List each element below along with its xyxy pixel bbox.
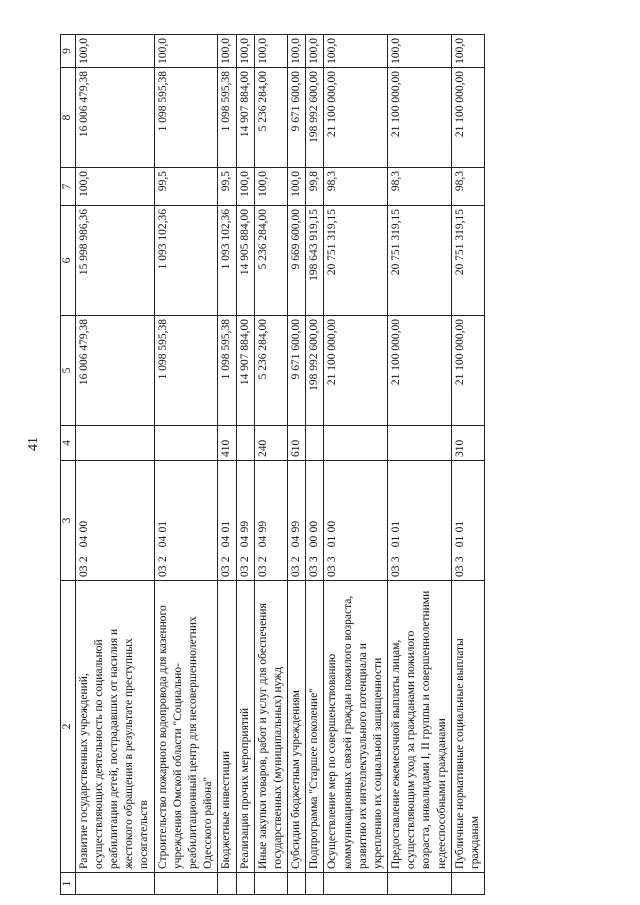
percent-cell: 99,5 bbox=[154, 168, 218, 206]
code-part: 01 bbox=[453, 535, 466, 548]
percent-cell: 99,8 bbox=[306, 168, 324, 206]
plan-cell: 5 236 284,00 bbox=[254, 316, 287, 426]
code-cell bbox=[254, 461, 287, 581]
page-number: 41 bbox=[26, 437, 41, 451]
code-part: 03 bbox=[238, 565, 251, 577]
code-part: 03 bbox=[390, 565, 403, 577]
percent2-cell: 100,0 bbox=[75, 35, 154, 68]
code-cell bbox=[236, 461, 254, 581]
code-part: 03 bbox=[308, 565, 321, 577]
code-part: 04 bbox=[290, 535, 303, 548]
row-num-cell bbox=[388, 873, 452, 895]
percent-cell: 100,0 bbox=[236, 168, 254, 206]
code-part: 2 bbox=[220, 556, 233, 563]
row-num-cell bbox=[154, 873, 218, 895]
code-cell bbox=[288, 461, 306, 581]
fact-cell: 1 093 102,36 bbox=[218, 206, 236, 316]
code-part: 03 bbox=[77, 565, 90, 577]
percent-cell: 100,0 bbox=[75, 168, 154, 206]
header-cell: 7 bbox=[61, 168, 76, 206]
code-part: 2 bbox=[256, 556, 269, 563]
item-name-cell: Публичные нормативные социальные выплаты гражданам bbox=[451, 581, 484, 873]
table-row bbox=[154, 35, 218, 895]
code-part: 04 bbox=[156, 535, 169, 548]
code-part: 2 bbox=[238, 556, 251, 563]
kvr-cell: 610 bbox=[288, 426, 306, 461]
row-num-cell bbox=[451, 873, 484, 895]
code-cell bbox=[324, 461, 388, 581]
code-part: 00 bbox=[326, 520, 339, 533]
fact-cell: 5 236 284,00 bbox=[254, 206, 287, 316]
plan2-cell: 198 992 600,00 bbox=[306, 68, 324, 168]
plan-cell: 21 100 000,00 bbox=[388, 316, 452, 426]
fact-cell: 20 751 319,15 bbox=[388, 206, 452, 316]
plan-cell: 9 671 600,00 bbox=[288, 316, 306, 426]
fact-cell: 20 751 319,15 bbox=[451, 206, 484, 316]
code-part: 00 bbox=[77, 520, 90, 533]
code-part: 01 bbox=[390, 535, 403, 548]
item-name-cell: Бюджетные инвестиции bbox=[218, 581, 236, 873]
percent-cell: 98,3 bbox=[388, 168, 452, 206]
percent2-cell: 100,0 bbox=[306, 35, 324, 68]
kvr-cell bbox=[324, 426, 388, 461]
code-cell bbox=[451, 461, 484, 581]
table-row bbox=[218, 35, 236, 895]
percent2-cell: 100,0 bbox=[254, 35, 287, 68]
percent-cell: 98,3 bbox=[451, 168, 484, 206]
code-part: 03 bbox=[453, 565, 466, 577]
plan2-cell: 21 100 000,00 bbox=[324, 68, 388, 168]
code-part: 03 bbox=[326, 565, 339, 577]
percent-cell: 100,0 bbox=[288, 168, 306, 206]
fact-cell: 20 751 319,15 bbox=[324, 206, 388, 316]
plan2-cell: 21 100 000,00 bbox=[451, 68, 484, 168]
plan2-cell: 21 100 000,00 bbox=[388, 68, 452, 168]
row-num-cell bbox=[254, 873, 287, 895]
header-cell: 1 bbox=[61, 873, 76, 895]
percent-cell: 98,3 bbox=[324, 168, 388, 206]
kvr-cell bbox=[75, 426, 154, 461]
code-cell bbox=[75, 461, 154, 581]
row-num-cell bbox=[236, 873, 254, 895]
item-name-cell: Иные закупки товаров, работ и услуг для обеспечения государственных (муниципальных) нужд bbox=[254, 581, 287, 873]
code-part: 04 bbox=[256, 535, 269, 548]
percent2-cell: 100,0 bbox=[288, 35, 306, 68]
percent-cell: 99,5 bbox=[218, 168, 236, 206]
item-name-cell: Осуществление мер по совершенствованию коммуникационных связей граждан пожилого возраста, развитию их интеллектуального потенциала и укреплению их социальной защищенности bbox=[324, 581, 388, 873]
plan2-cell: 9 671 600,00 bbox=[288, 68, 306, 168]
code-part: 3 bbox=[308, 556, 321, 563]
code-part: 2 bbox=[156, 556, 169, 563]
kvr-cell: 240 bbox=[254, 426, 287, 461]
kvr-cell bbox=[154, 426, 218, 461]
code-part: 99 bbox=[238, 520, 251, 533]
row-num-cell bbox=[288, 873, 306, 895]
table-row bbox=[451, 35, 484, 895]
code-part: 2 bbox=[290, 556, 303, 563]
plan-cell: 1 098 595,38 bbox=[218, 316, 236, 426]
plan-cell: 1 098 595,38 bbox=[154, 316, 218, 426]
plan2-cell: 14 907 884,00 bbox=[236, 68, 254, 168]
row-num-cell bbox=[324, 873, 388, 895]
code-part: 03 bbox=[256, 565, 269, 577]
item-name-cell: Предоставление ежемесячной выплаты лицам, осуществляющим уход за гражданами пожилого возраста, инвалидами I, II группы и совершеннолетними недееспособными гражданами bbox=[388, 581, 452, 873]
plan-cell: 14 907 884,00 bbox=[236, 316, 254, 426]
plan-cell: 16 006 479,38 bbox=[75, 316, 154, 426]
header-cell: 3 bbox=[61, 461, 76, 581]
code-cell bbox=[218, 461, 236, 581]
percent2-cell: 100,0 bbox=[154, 35, 218, 68]
header-cell: 4 bbox=[61, 426, 76, 461]
kvr-cell: 310 bbox=[451, 426, 484, 461]
row-num-cell bbox=[75, 873, 154, 895]
item-name-cell: Строительство пожарного водопровода для казенного учреждения Омской области "Социально-реабилитационный центр для несовершеннолетних Одесского района" bbox=[154, 581, 218, 873]
code-part: 99 bbox=[256, 520, 269, 533]
header-cell: 8 bbox=[61, 68, 76, 168]
percent-cell: 100,0 bbox=[254, 168, 287, 206]
item-name-cell: Субсидии бюджетным учреждениям bbox=[288, 581, 306, 873]
plan2-cell: 1 098 595,38 bbox=[154, 68, 218, 168]
code-part: 01 bbox=[390, 520, 403, 533]
code-part: 00 bbox=[308, 535, 321, 548]
percent2-cell: 100,0 bbox=[236, 35, 254, 68]
plan2-cell: 5 236 284,00 bbox=[254, 68, 287, 168]
table-row bbox=[324, 35, 388, 895]
code-part: 3 bbox=[326, 556, 339, 563]
code-part: 3 bbox=[390, 556, 403, 563]
fact-cell: 1 093 102,36 bbox=[154, 206, 218, 316]
fact-cell: 198 643 919,15 bbox=[306, 206, 324, 316]
kvr-cell bbox=[236, 426, 254, 461]
code-part: 04 bbox=[220, 535, 233, 548]
code-cell bbox=[306, 461, 324, 581]
code-part: 01 bbox=[156, 520, 169, 533]
table-row bbox=[236, 35, 254, 895]
code-part: 01 bbox=[453, 520, 466, 533]
fact-cell: 15 998 986,36 bbox=[75, 206, 154, 316]
table-row bbox=[388, 35, 452, 895]
budget-table bbox=[60, 34, 485, 895]
table-row bbox=[306, 35, 324, 895]
header-row bbox=[61, 35, 76, 895]
plan2-cell: 16 006 479,38 bbox=[75, 68, 154, 168]
table-row bbox=[254, 35, 287, 895]
percent2-cell: 100,0 bbox=[388, 35, 452, 68]
fact-cell: 9 669 600,00 bbox=[288, 206, 306, 316]
code-part: 03 bbox=[220, 565, 233, 577]
code-cell bbox=[388, 461, 452, 581]
code-part: 3 bbox=[453, 556, 466, 563]
percent2-cell: 100,0 bbox=[451, 35, 484, 68]
header-cell: 6 bbox=[61, 206, 76, 316]
header-cell: 2 bbox=[61, 581, 76, 873]
code-part: 00 bbox=[308, 520, 321, 533]
kvr-cell: 410 bbox=[218, 426, 236, 461]
code-part: 03 bbox=[156, 565, 169, 577]
code-part: 01 bbox=[220, 520, 233, 533]
plan-cell: 21 100 000,00 bbox=[324, 316, 388, 426]
code-part: 01 bbox=[326, 535, 339, 548]
item-name-cell: Реализация прочих мероприятий bbox=[236, 581, 254, 873]
kvr-cell bbox=[306, 426, 324, 461]
item-name-cell: Подпрограмма "Старшее поколение" bbox=[306, 581, 324, 873]
code-part: 04 bbox=[77, 535, 90, 548]
table-body bbox=[61, 35, 485, 895]
plan-cell: 198 992 600,00 bbox=[306, 316, 324, 426]
code-cell bbox=[154, 461, 218, 581]
code-part: 03 bbox=[290, 565, 303, 577]
percent2-cell: 100,0 bbox=[324, 35, 388, 68]
plan-cell: 21 100 000,00 bbox=[451, 316, 484, 426]
plan2-cell: 1 098 595,38 bbox=[218, 68, 236, 168]
code-part: 04 bbox=[238, 535, 251, 548]
item-name-cell: Развитие государственных учреждений, осуществляющих деятельность по социальной реабилитации детей, пострадавших от насилия и жестокого обращения в результате преступных посягательств bbox=[75, 581, 154, 873]
rotated-table-container bbox=[60, 35, 590, 895]
table-row bbox=[288, 35, 306, 895]
code-part: 99 bbox=[290, 520, 303, 533]
row-num-cell bbox=[306, 873, 324, 895]
code-part: 2 bbox=[77, 556, 90, 563]
header-cell: 5 bbox=[61, 316, 76, 426]
header-cell: 9 bbox=[61, 35, 76, 68]
row-num-cell bbox=[218, 873, 236, 895]
table-row bbox=[75, 35, 154, 895]
kvr-cell bbox=[388, 426, 452, 461]
percent2-cell: 100,0 bbox=[218, 35, 236, 68]
fact-cell: 14 905 884,00 bbox=[236, 206, 254, 316]
